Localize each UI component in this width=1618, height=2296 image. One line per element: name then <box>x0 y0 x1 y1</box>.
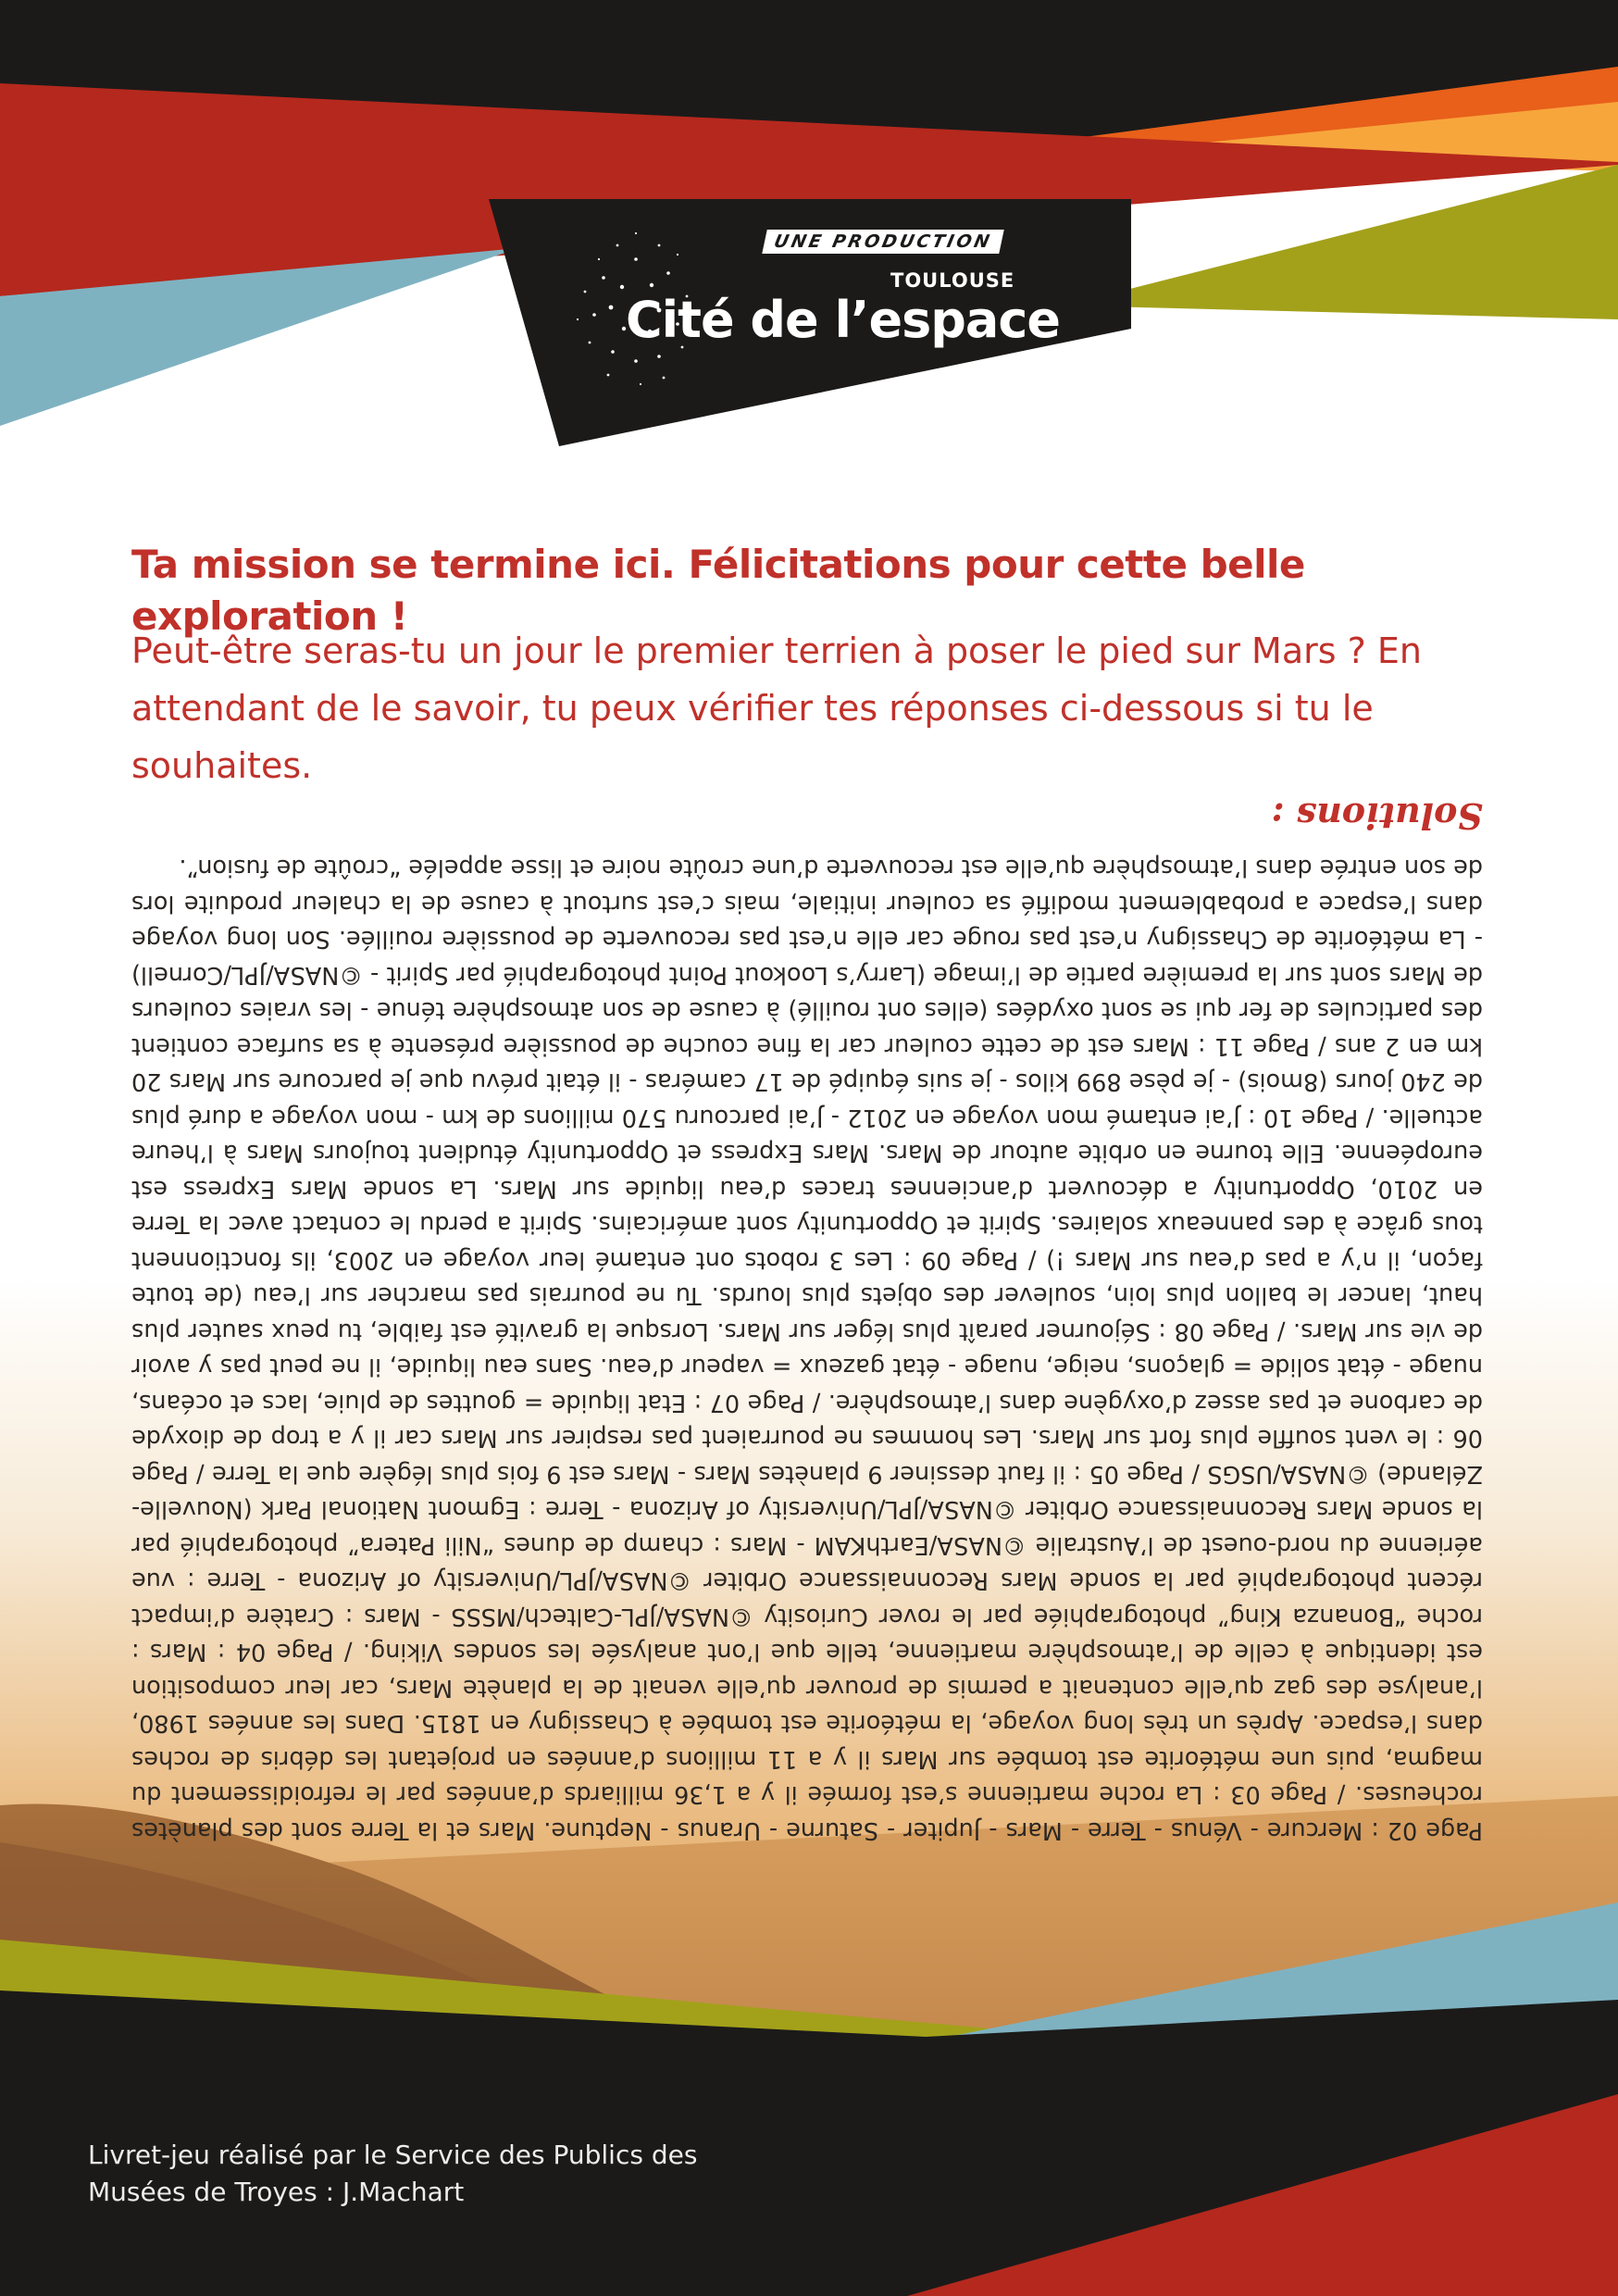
intro-paragraph: Peut-être seras-tu un jour le premier terrien à poser le pied sur Mars ? En attendant de le savoir, tu peux vérifier tes réponses ci-dessous si tu le souhaites. <box>131 630 1422 786</box>
credits-text: Livret-jeu réalisé par le Service des Publics des Musées de Troyes : J.Machart <box>88 2140 698 2207</box>
solutions-text: Page 02 : Mercure - Vénus - Terre - Mars - Jupiter - Saturne - Uranus - Neptune. Mars et la Terre sont des planètes rocheuses. / Page 03 : La roche martienne s’est formée il y a 1,36 milliards d’années par le refroidissement du magma, puis une météorite est tombée sur Mars il y a 11 millions d’années en projetant les débris de roches dans l’espace. Après un très long voyage, la météorite est tombée à Chassigny en 1815. Dans les années 1980, l’analyse des gaz qu’elle contenait a permis de prouver qu’elle venait de la planète Mars, car leur composition est identique à celle de l’atmosphère martienne, telle que l’ont analysée les sondes Viking. / Page 04 : Mars : roche “Bonanza King” photographiée par le rover Curiosity ©NASA/JPL-Caltech/MSSS - Mars : Cratère d’impact récent photographié par la sonde Mars Reconnaissance Orbiter ©NASA/JPL/University of Arizona - Terre : vue aérienne du nord-ouest de l’Australie ©NASA/EarthKAM - Mars : champ de dunes “Nili Patera” photographié par la sonde Mars Reconnaissance Orbiter ©NASA/JPL/University of Arizona - Terre : Egmont National Park (Nouvelle-Zélande) ©NASA/USGS / Page 05 : il faut dessiner 9 planètes Mars - Mars est 9 fois plus légère que la Terre / Page 06 : le vent souffle plus fort sur Mars. Les hommes ne pourraient pas respirer sur Mars car il y a trop de dioxyde de carbone et pas assez d’oxygène dans l’atmosphère. / Page 07 : Etat liquide = gouttes de pluie, lacs et océans, nuage - état solide = glaçons, neige, nuage - état gazeux = vapeur d’eau. Sans eau liquide, il ne peut pas y avoir de vie sur Mars. / Page 08 : Séjourner paraît plus léger sur Mars. Lorsque la gravité est faible, tu peux sauter plus haut, lancer le ballon plus loin, soulever des objets plus lourds. Tu ne pourrais pas marcher sur l’eau (de toute façon, il n’y a pas d’eau sur Mars !) / Page 09 : Les 3 robots ont entamé leur voyage en 2003, ils fonctionnent tous grâce à des panneaux solaires. Spirit et Opportunity sont américains. Spirit a perdu le contact avec la Terre en 2010, Opportunity a découvert d’anciennes traces d’eau liquide sur Mars. La sonde Mars Express est européenne. Elle tourne en orbite autour de Mars. Mars Express et Opportunity étudient toujours Mars à l’heure actuelle. / Page 10 : J’ai entamé mon voyage en 2012 - J’ai parcouru 570 millions de km - mon voyage a duré plus de 240 jours (8mois) - je pèse 899 kilos - je suis équipé de 17 caméras - il était prévu que je parcoure sur Mars 20 km en 2 ans / Page 11 : Mars est de cette couleur car la fine couche de poussière présente à sa surface contient des particules de fer qui se sont oxydées (elles ont rouillé) à cause de son atmosphère ténue - les vraies couleurs de Mars sont sur la première partie de l’image (Larry’s Lookout Point photographié par Spirit - ©NASA/JPL/Cornell) - La météorite de Chassigny n’est pas rouge car elle n’est pas recouverte de poussière rouillée. Son long voyage dans l’espace a probablement modifié sa couleur initiale, mais c’est surtout à cause de la chaleur produite lors de son entrée dans l’atmosphère qu’elle est recouverte d’une croûte noire et lisse appelée “croûte de fusion”. <box>131 854 1483 1844</box>
cite-de-l-espace-logo <box>0 0 1618 463</box>
logo-badge: UNE PRODUCTION <box>762 230 1004 254</box>
solutions-block <box>131 794 1483 1848</box>
solutions-title: Solutions : <box>1271 795 1483 837</box>
page-headline: Ta mission se termine ici. Félicitations pour cette belle exploration ! <box>131 542 1305 639</box>
logo-name: Cité de l’espace <box>626 291 1060 349</box>
logo-city: TOULOUSE <box>890 269 1015 292</box>
